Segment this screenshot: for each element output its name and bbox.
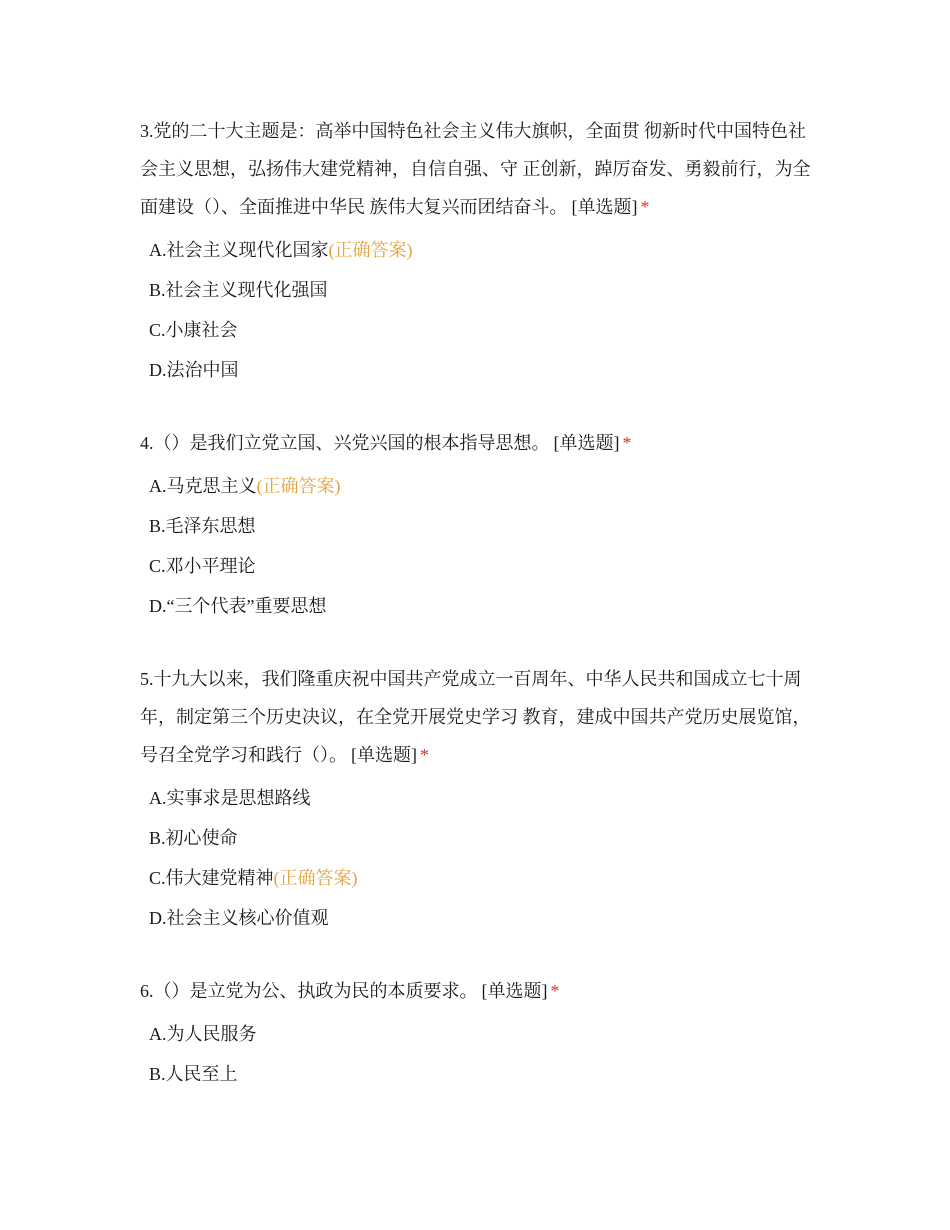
question-stem [140,660,820,774]
option-text: D.法治中国 [149,360,239,380]
option-b[interactable] [149,506,820,546]
question-type: [单选题] [571,197,638,217]
correct-answer-mark: (正确答案) [256,476,341,496]
option-text: A.马克思主义 [149,476,257,496]
option-a[interactable] [149,466,820,506]
question-stem [140,972,820,1010]
options-list [140,230,820,390]
question-4 [140,424,820,626]
option-text: C.小康社会 [149,320,238,340]
option-text: A.社会主义现代化国家 [149,240,329,260]
option-d[interactable] [149,586,820,626]
option-b[interactable] [149,818,820,858]
option-d[interactable] [149,898,820,938]
question-text: 4.（）是我们立党立国、兴党兴国的根本指导思想。 [140,433,550,453]
option-b[interactable] [149,1054,820,1094]
option-c[interactable] [149,858,820,898]
question-stem [140,424,820,462]
question-type: [单选题] [553,433,620,453]
question-text: 3.党的二十大主题是：高举中国特色社会主义伟大旗帜，全面贯 彻新时代中国特色社会主义思想，弘扬伟大建党精神，自信自强、守 正创新，踔厉奋发、勇毅前行，为全面建设（）、全面推进中华民 族伟大复兴而团结奋斗。 [140,121,811,217]
option-text: D.社会主义核心价值观 [149,908,329,928]
required-mark: * [420,745,429,765]
option-text: D.“三个代表”重要思想 [149,596,327,616]
question-6 [140,972,820,1094]
options-list [140,1014,820,1094]
question-type: [单选题] [481,981,548,1001]
correct-answer-mark: (正确答案) [273,868,358,888]
option-a[interactable] [149,230,820,270]
option-a[interactable] [149,1014,820,1054]
option-text: C.伟大建党精神 [149,868,274,888]
option-text: A.为人民服务 [149,1024,257,1044]
required-mark: * [622,433,632,453]
option-text: A.实事求是思想路线 [149,788,311,808]
option-c[interactable] [149,546,820,586]
required-mark: * [640,197,650,217]
option-text: B.毛泽东思想 [149,516,256,536]
option-text: B.社会主义现代化强国 [149,280,328,300]
option-d[interactable] [149,350,820,390]
option-a[interactable] [149,778,820,818]
options-list [140,778,820,938]
question-5 [140,660,820,938]
required-mark: * [550,981,560,1001]
options-list [140,466,820,626]
question-3 [140,112,820,390]
correct-answer-mark: (正确答案) [328,240,413,260]
option-text: B.人民至上 [149,1064,238,1084]
question-stem [140,112,820,226]
question-type: [单选题] [351,745,417,765]
question-text: 6.（）是立党为公、执政为民的本质要求。 [140,981,478,1001]
option-b[interactable] [149,270,820,310]
option-text: B.初心使命 [149,828,238,848]
option-text: C.邓小平理论 [149,556,256,576]
option-c[interactable] [149,310,820,350]
question-text: 5.十九大以来，我们隆重庆祝中国共产党成立一百周年、中华人民共和国成立七十周年，制定第三个历史决议，在全党开展党史学习 教育，建成中国共产党历史展览馆，号召全党学习和践行（）。 [140,669,811,765]
